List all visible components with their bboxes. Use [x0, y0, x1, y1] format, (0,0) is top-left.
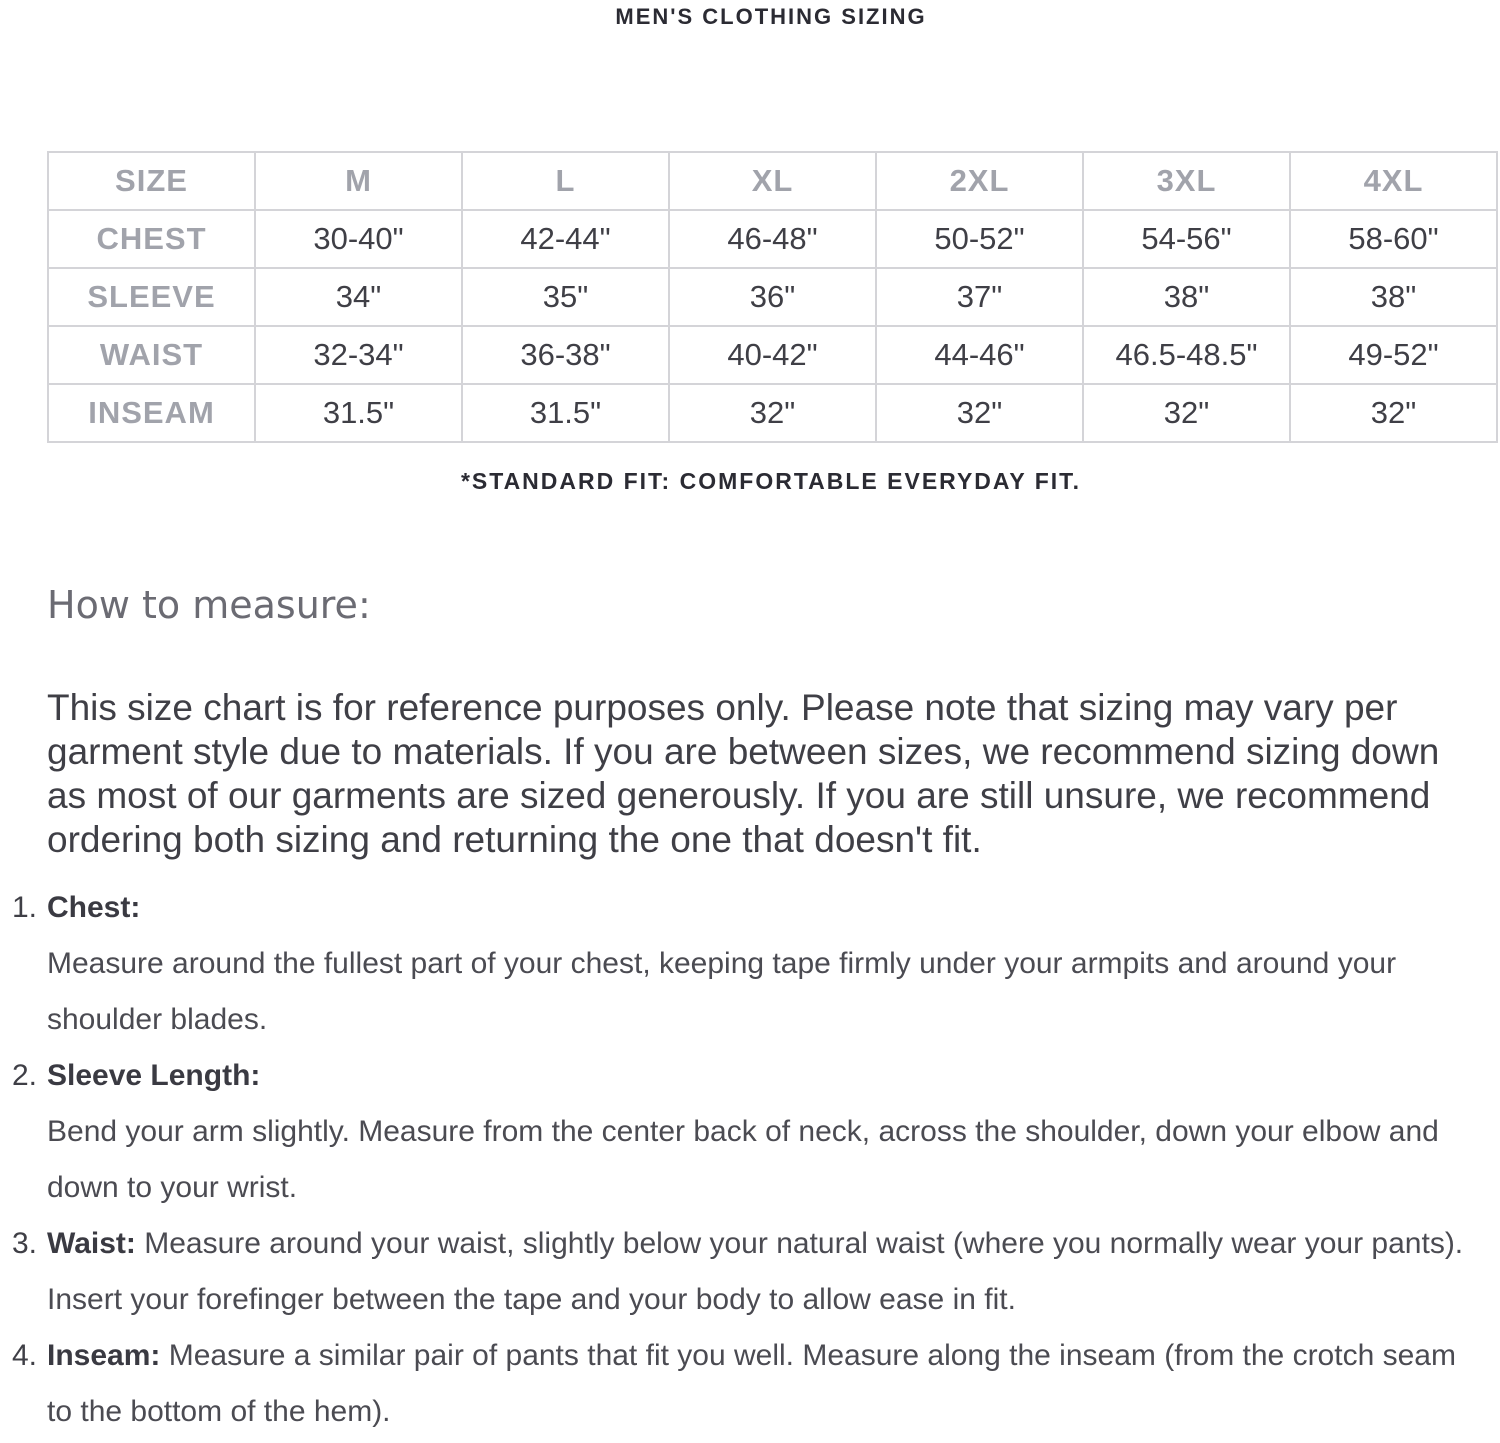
table-cell: 31.5"	[255, 384, 462, 442]
table-header-cell: L	[462, 152, 669, 210]
table-header-cell: SIZE	[48, 152, 255, 210]
step-body: Bend your arm slightly. Measure from the center back of neck, across the shoulder, down your elbow and down to your wrist.	[47, 1115, 1439, 1204]
table-cell: 32"	[1290, 384, 1497, 442]
table-cell: 38"	[1290, 268, 1497, 326]
step-term: Inseam:	[47, 1339, 161, 1372]
list-item	[0, 1216, 1480, 1328]
step-number: 1.	[12, 891, 38, 924]
size-chart-table	[47, 151, 1498, 443]
page-title: MEN'S CLOTHING SIZING	[615, 4, 927, 29]
table-header-cell: 2XL	[876, 152, 1083, 210]
step-text: Measure around your waist, slightly below your natural waist (where you normally wear your pants). Insert your forefinger between the tape and your body to allow ease in fit.	[47, 1227, 1464, 1316]
table-cell: 49-52"	[1290, 326, 1497, 384]
table-row	[48, 210, 1497, 268]
fit-note: *STANDARD FIT: COMFORTABLE EVERYDAY FIT.	[460, 468, 1082, 494]
table-cell: 32"	[876, 384, 1083, 442]
list-item	[0, 1048, 1480, 1216]
table-cell: 46.5-48.5"	[1083, 326, 1290, 384]
table-cell: 32"	[669, 384, 876, 442]
table-cell: 38"	[1083, 268, 1290, 326]
row-label: SLEEVE	[48, 268, 255, 326]
table-cell: 32-34"	[255, 326, 462, 384]
table-header-cell: 4XL	[1290, 152, 1497, 210]
table-row	[48, 384, 1497, 442]
row-label: CHEST	[48, 210, 255, 268]
step-number: 2.	[12, 1059, 38, 1092]
step-number: 3.	[12, 1227, 38, 1260]
table-cell: 40-42"	[669, 326, 876, 384]
step-term: Chest:	[47, 891, 141, 924]
table-cell: 36"	[669, 268, 876, 326]
table-row	[48, 326, 1497, 384]
step-term: Waist:	[47, 1227, 136, 1260]
step-body: Measure around the fullest part of your chest, keeping tape firmly under your armpits and around your shoulder blades.	[47, 947, 1397, 1036]
table-header-cell: XL	[669, 152, 876, 210]
table-header-cell: 3XL	[1083, 152, 1290, 210]
list-item	[0, 1328, 1480, 1440]
section-heading: How to measure:	[47, 583, 371, 627]
list-item	[0, 880, 1480, 1048]
table-cell: 44-46"	[876, 326, 1083, 384]
table-cell: 37"	[876, 268, 1083, 326]
table-cell: 42-44"	[462, 210, 669, 268]
table-cell: 54-56"	[1083, 210, 1290, 268]
table-cell: 36-38"	[462, 326, 669, 384]
table-cell: 34"	[255, 268, 462, 326]
table-cell: 31.5"	[462, 384, 669, 442]
table-row	[48, 268, 1497, 326]
table-header-row	[48, 152, 1497, 210]
intro-paragraph: This size chart is for reference purposes only. Please note that sizing may vary per garment style due to materials. If you are between sizes, we recommend sizing down as most of our garments are sized generously. If you are still unsure, we recommend ordering both sizing and returning the one that doesn't fit.	[47, 687, 1440, 860]
table-cell: 35"	[462, 268, 669, 326]
table-cell: 46-48"	[669, 210, 876, 268]
step-number: 4.	[12, 1339, 38, 1372]
table-header-cell: M	[255, 152, 462, 210]
measure-steps-list	[0, 880, 1480, 1440]
table-cell: 32"	[1083, 384, 1290, 442]
step-text: Measure a similar pair of pants that fit you well. Measure along the inseam (from the crotch seam to the bottom of the hem).	[47, 1339, 1456, 1428]
step-term: Sleeve Length:	[47, 1059, 261, 1092]
row-label: INSEAM	[48, 384, 255, 442]
table-cell: 30-40"	[255, 210, 462, 268]
table-cell: 58-60"	[1290, 210, 1497, 268]
table-cell: 50-52"	[876, 210, 1083, 268]
row-label: WAIST	[48, 326, 255, 384]
